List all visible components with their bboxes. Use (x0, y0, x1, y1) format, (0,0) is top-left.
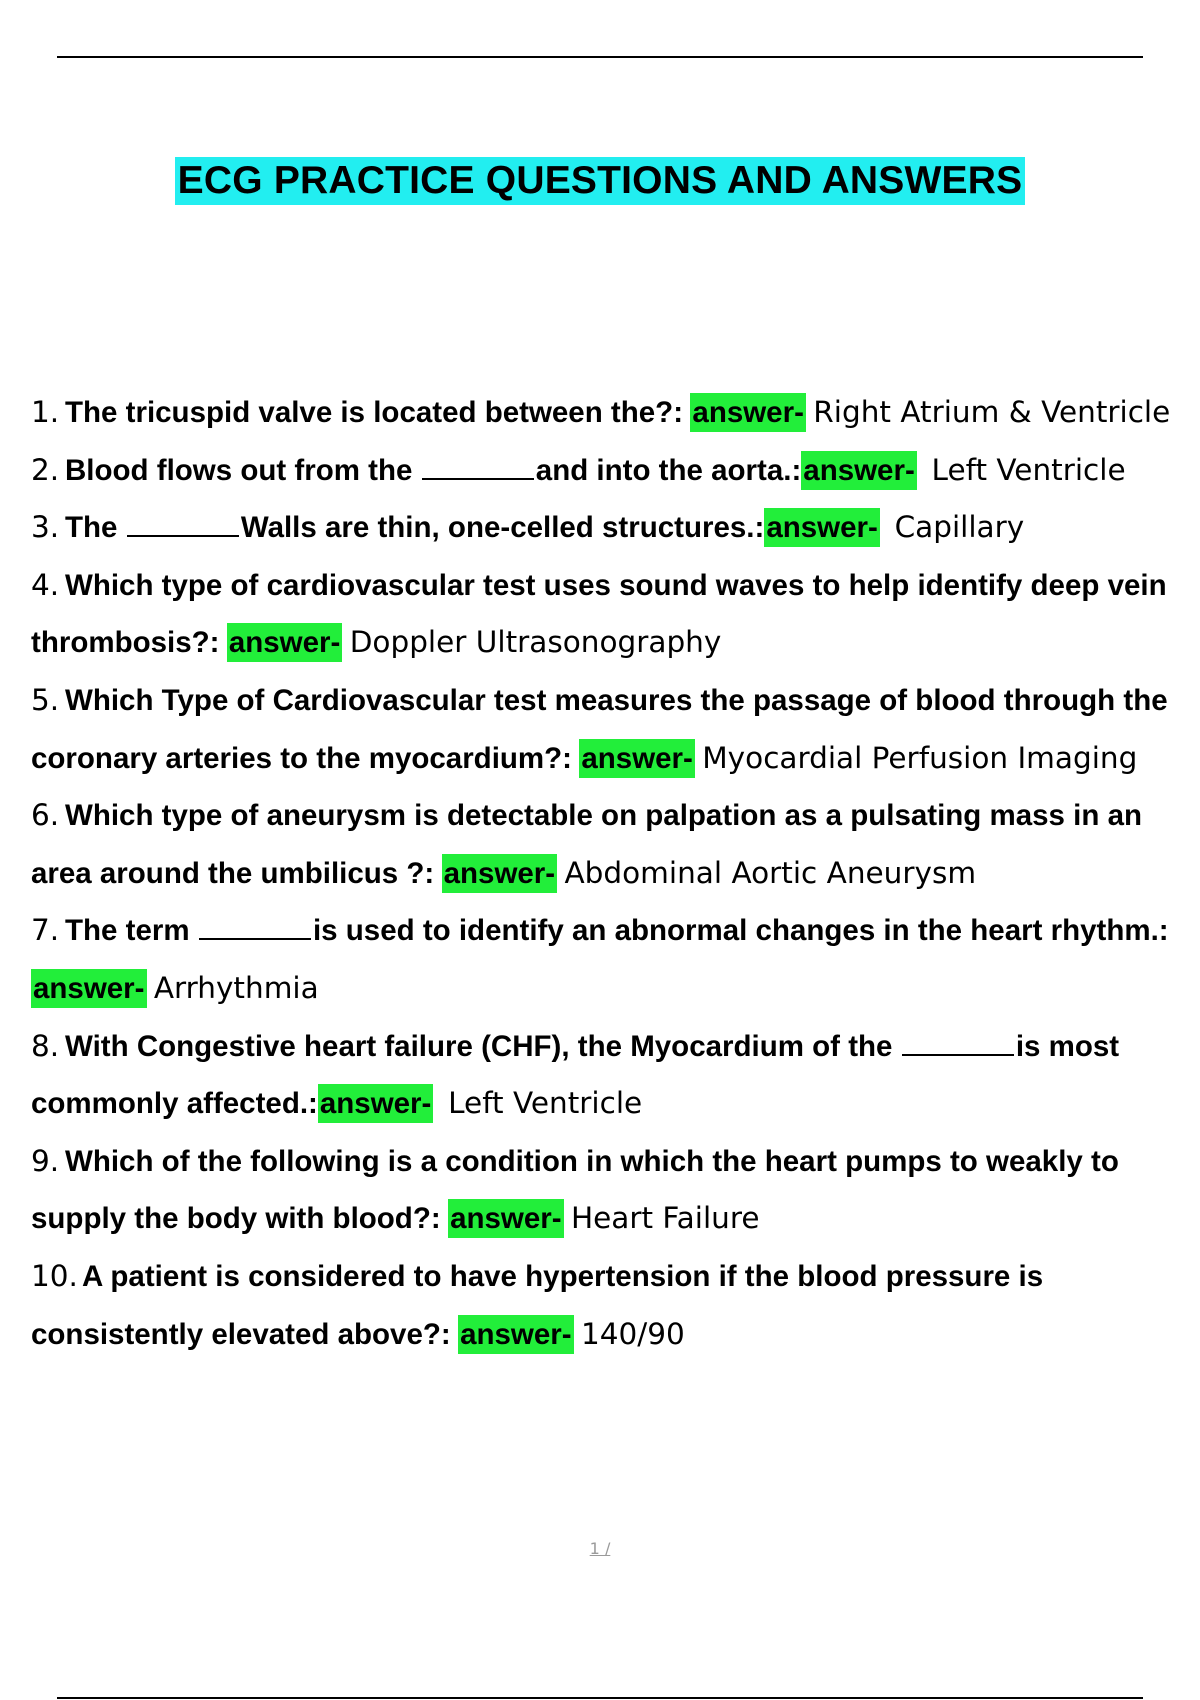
answer-text: Left Ventricle (931, 452, 1126, 487)
top-rule (57, 56, 1143, 58)
qa-item-2 (31, 442, 1200, 500)
item-number: 9. (31, 1143, 60, 1178)
question-text: Which type of cardiovascular test uses sound waves to help identify deep vein thrombosis?: (31, 568, 1167, 660)
fill-blank (199, 914, 311, 940)
question-text-pre: The (65, 511, 118, 545)
item-number: 8. (31, 1028, 60, 1063)
qa-item-4 (31, 557, 1200, 672)
answer-badge: answer- (448, 1199, 564, 1238)
page-number (0, 1539, 1200, 1558)
qa-item-9 (31, 1133, 1200, 1248)
answer-text: Myocardial Perfusion Imaging (702, 740, 1138, 775)
answer-text: 140/90 (580, 1316, 685, 1351)
answer-badge: answer- (801, 451, 917, 490)
question-text-pre: Blood flows out from the (65, 453, 413, 487)
answer-text: Doppler Ultrasonography (349, 625, 722, 660)
answer-badge: answer- (318, 1084, 434, 1123)
answer-text: Left Ventricle (448, 1086, 643, 1121)
question-text-post: is most commonly affected.: (31, 1029, 1120, 1121)
item-number: 2. (31, 452, 60, 487)
qa-item-5 (31, 672, 1200, 787)
question-text-post: Walls are thin, one-celled structures.: (240, 511, 765, 545)
question-text: Which type of aneurysm is detectable on palpation as a pulsating mass in an area around the umbilicus ?: (31, 799, 1142, 890)
question-text-pre: With Congestive heart failure (CHF), the Myocardium of the (65, 1029, 893, 1063)
question-text: Which of the following is a condition in which the heart pumps to weakly to supply the body with blood?: (31, 1144, 1119, 1236)
qa-item-1 (31, 384, 1200, 442)
item-number: 5. (31, 682, 60, 717)
qa-item-7 (31, 902, 1200, 1017)
bottom-rule (57, 1697, 1143, 1699)
qa-list (31, 384, 1200, 1363)
question-text: A patient is considered to have hypertension if the blood pressure is consistently elevated above?: (31, 1259, 1044, 1351)
page-title: ECG PRACTICE QUESTIONS AND ANSWERS (175, 157, 1026, 205)
fill-blank (902, 1030, 1014, 1056)
fill-blank (127, 511, 239, 537)
question-text-post: is used to identify an abnormal changes in the heart rhythm.: (312, 914, 1169, 948)
answer-text: Right Atrium & Ventricle (813, 395, 1171, 429)
answer-badge: answer- (579, 739, 695, 778)
answer-badge: answer- (764, 508, 880, 547)
item-number: 1. (31, 395, 60, 429)
item-number: 10. (31, 1258, 78, 1293)
qa-item-6 (31, 787, 1200, 902)
answer-badge: answer- (442, 854, 558, 893)
answer-badge: answer- (31, 969, 147, 1008)
answer-badge: answer- (458, 1315, 574, 1354)
item-number: 3. (31, 510, 60, 545)
qa-item-10 (31, 1248, 1200, 1363)
page-number-text: 1 / (589, 1539, 611, 1558)
item-number: 6. (31, 798, 60, 833)
answer-text: Capillary (894, 510, 1025, 545)
question-text-post: and into the aorta.: (535, 453, 802, 487)
item-number: 4. (31, 567, 60, 602)
question-text: Which Type of Cardiovascular test measures the passage of blood through the coronary arteries to the myocardium?: (31, 683, 1168, 775)
answer-badge: answer- (227, 623, 343, 662)
answer-text: Arrhythmia (153, 970, 319, 1005)
answer-badge: answer- (690, 393, 806, 432)
title-wrap (0, 157, 1200, 205)
item-number: 7. (31, 913, 60, 948)
question-text-pre: The term (65, 914, 190, 948)
qa-item-8 (31, 1018, 1200, 1133)
answer-text: Abdominal Aortic Aneurysm (564, 855, 977, 890)
qa-item-3 (31, 499, 1200, 557)
question-text: The tricuspid valve is located between the?: (65, 396, 684, 429)
fill-blank (422, 454, 534, 480)
answer-text: Heart Failure (570, 1201, 760, 1236)
